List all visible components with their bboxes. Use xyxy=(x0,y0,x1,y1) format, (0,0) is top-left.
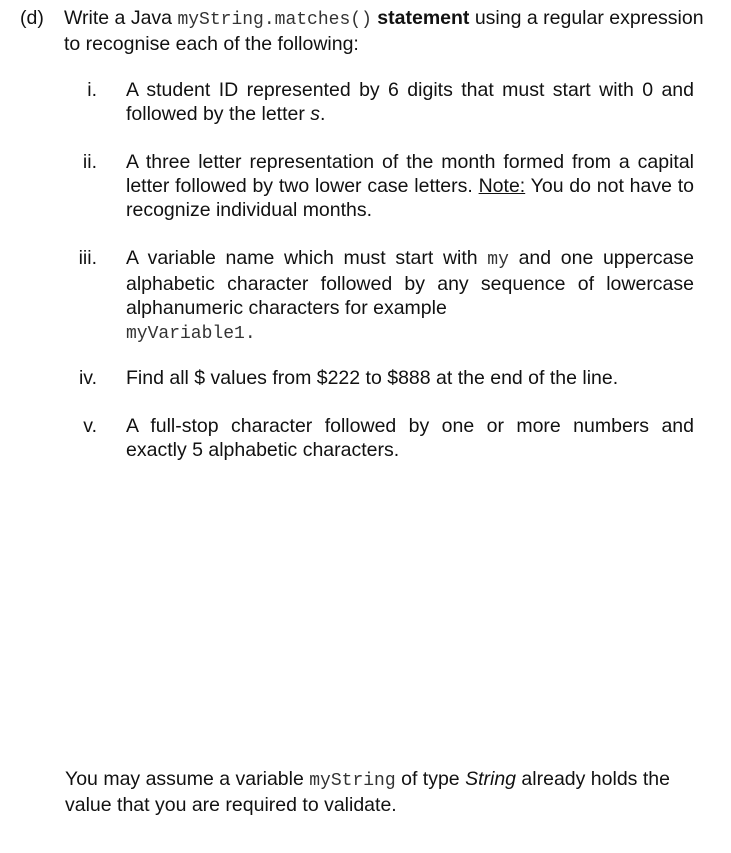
item-number: v. xyxy=(83,415,97,437)
item-text-2: and one uppercase alphabetic character followed by any sequence of lowercase alphanumeric characters for example xyxy=(126,247,695,319)
item-number: ii. xyxy=(82,151,97,173)
item-number: iv. xyxy=(78,367,97,389)
footer-code: myString xyxy=(309,771,396,791)
item-text xyxy=(126,150,694,222)
footer-italic: String xyxy=(465,768,517,790)
item-italic: s xyxy=(310,103,321,125)
item-code-1: my xyxy=(487,250,509,270)
item-text-1: A three letter representation of the month formed from a capital letter followed by two lower case letters. xyxy=(126,151,694,197)
footer-text-2: of type xyxy=(401,768,466,790)
item-text-1: A variable name which must start with xyxy=(126,247,488,269)
item-number: i. xyxy=(87,79,97,101)
item-text-1: A full-stop character followed by one or more numbers and exactly 5 alphabetic characters. xyxy=(126,415,694,461)
item-text-2: . xyxy=(320,103,326,125)
item-text xyxy=(126,414,694,462)
item-text xyxy=(126,78,694,126)
footer-note xyxy=(65,767,705,817)
footer-text-1: You may assume a variable xyxy=(65,768,310,790)
footer-text-3: already holds the value that you are required to validate. xyxy=(65,768,670,816)
intro-text-2: using a regular expression to recognise each of the following: xyxy=(64,7,704,55)
item-text xyxy=(126,246,694,346)
intro-text-1: Write a Java xyxy=(64,7,178,29)
item-text-1: A student ID represented by 6 digits that must start with 0 and followed by the letter xyxy=(126,79,694,125)
question-intro xyxy=(64,6,704,56)
item-text-1: Find all $ values from $222 to $888 at the end of the line. xyxy=(126,367,619,389)
intro-bold: statement xyxy=(377,7,470,29)
question-label: (d) xyxy=(20,7,44,29)
intro-code: myString.matches() xyxy=(177,10,372,30)
item-code-2: myVariable1. xyxy=(126,324,256,344)
item-number: iii. xyxy=(78,247,97,269)
item-text xyxy=(126,366,694,390)
item-text-2: You do not have to recognize individual months. xyxy=(126,175,694,221)
note-label: Note: xyxy=(478,175,526,197)
